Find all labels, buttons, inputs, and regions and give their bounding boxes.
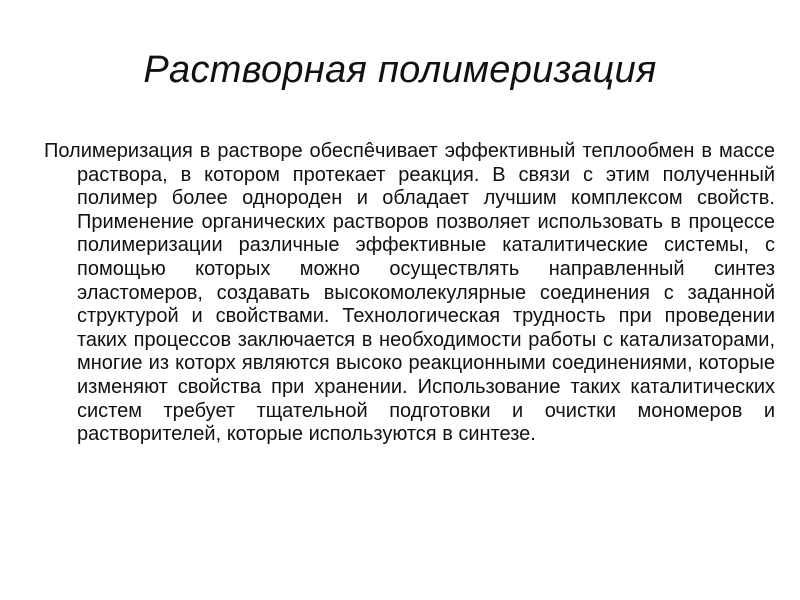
slide-body-text: Полимеризация в растворе обеспêчивает эффективный теплообмен в массе раствора, в котором протекает реакция. В связи с этим полученный полимер более однороден и обладает лучшим комплексом свойств. Применение органических растворов позволяет использовать в процессе полимеризации различные эффективные каталитические системы, с помощью которых можно осуществлять направленный синтез эластомеров, создавать высокомолекулярные соединения с заданной структурой и свойствами. Технологическая трудность при проведении таких процессов заключается в необходимости работы с катализаторами, многие из которх являются высоко реакционными соединениями, которые изменяют свойства при хранении. Использование таких каталитических систем требует тщательной подготовки и очистки мономеров и растворителей, которые используются в синтезе. — [44, 140, 775, 446]
slide-title: Растворная полимеризация — [143, 49, 657, 92]
